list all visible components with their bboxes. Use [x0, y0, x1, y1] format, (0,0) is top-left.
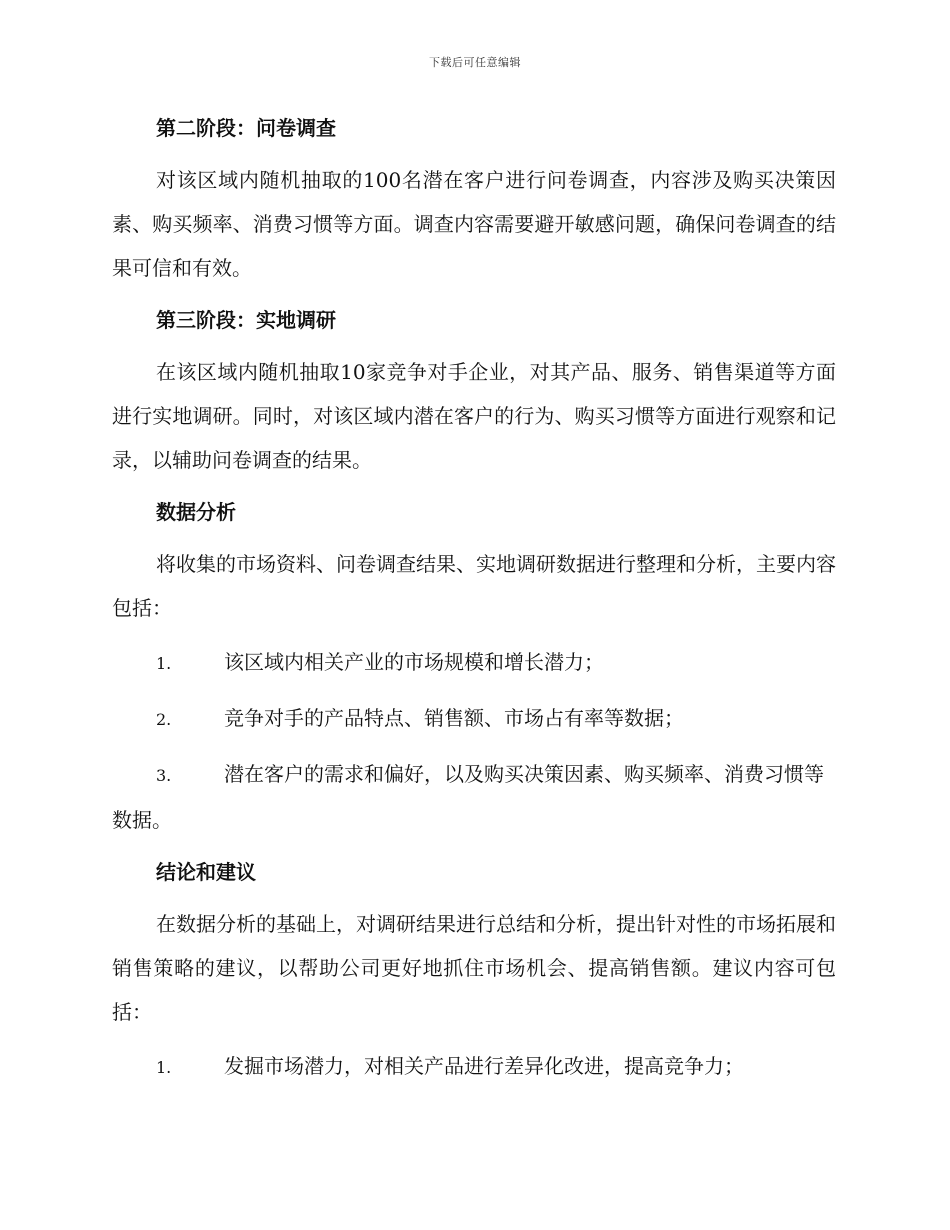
list-item [112, 640, 836, 686]
list-item-text: 发掘市场潜力，对相关产品进行差异化改进，提高竞争力； [224, 1054, 744, 1078]
stage3-heading: 第三阶段：实地调研 [156, 308, 336, 332]
list-item-number: 1. [156, 1058, 172, 1077]
list-item-number: 1. [156, 654, 172, 673]
list-item-number: 2. [156, 710, 172, 729]
list-item-text: 潜在客户的需求和偏好，以及购买决策因素、购买频率、消费习惯等数据。 [112, 762, 824, 832]
list-item-number: 3. [156, 766, 172, 785]
stage2-paragraph: 对该区域内随机抽取的100名潜在客户进行问卷调查，内容涉及购买决策因素、购买频率、消费习惯等方面。调查内容需要避开敏感问题，确保问卷调查的结果可信和有效。 [112, 168, 836, 280]
document-body [112, 108, 836, 1100]
analysis-paragraph: 将收集的市场资料、问卷调查结果、实地调研数据进行整理和分析，主要内容包括： [112, 552, 836, 620]
stage3-paragraph: 在该区域内随机抽取10家竞争对手企业，对其产品、服务、销售渠道等方面进行实地调研。同时，对该区域内潜在客户的行为、购买习惯等方面进行观察和记录，以辅助问卷调查的结果。 [112, 360, 836, 472]
list-item [112, 752, 836, 842]
analysis-heading: 数据分析 [156, 500, 236, 524]
list-item-text: 该区域内相关产业的市场规模和增长潜力； [224, 650, 604, 674]
list-item [112, 1044, 836, 1090]
list-item-text: 竞争对手的产品特点、销售额、市场占有率等数据； [224, 706, 684, 730]
header-note: 下载后可任意编辑 [429, 56, 521, 69]
conclusion-paragraph: 在数据分析的基础上，对调研结果进行总结和分析，提出针对性的市场拓展和销售策略的建议，以帮助公司更好地抓住市场机会、提高销售额。建议内容可包括： [112, 912, 836, 1024]
stage2-heading: 第二阶段：问卷调查 [156, 116, 336, 140]
conclusion-heading: 结论和建议 [156, 860, 256, 884]
list-item [112, 696, 836, 742]
